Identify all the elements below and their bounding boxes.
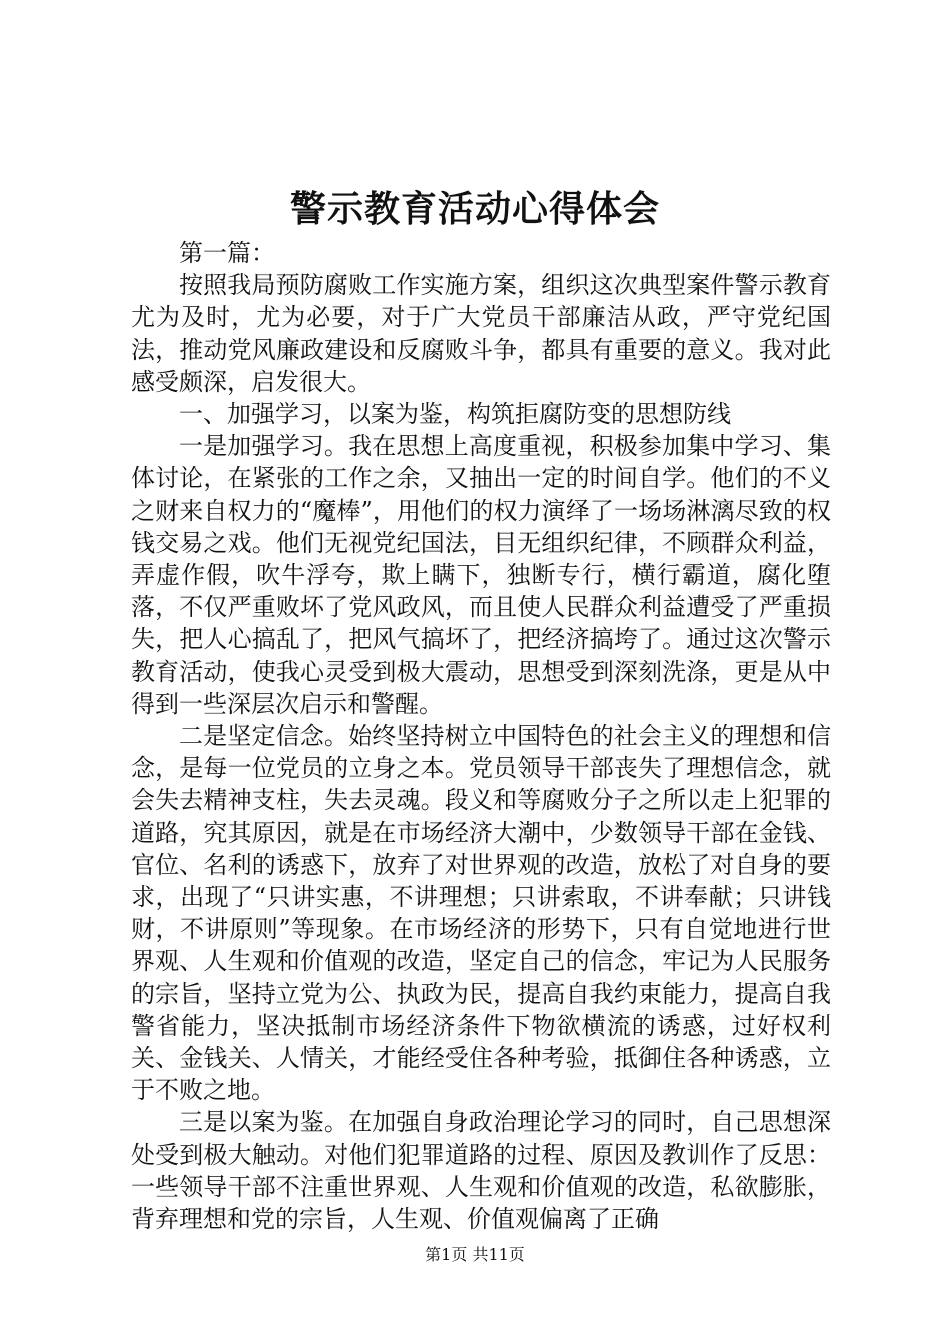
paragraph-belief: 二是坚定信念。始终坚持树立中国特色的社会主义的理想和信念，是每一位党员的立身之本。党员领导干部丧失了理想信念，就会失去精神支柱，失去灵魂。段义和等腐败分子之所以走上犯罪的道路，究其原因，就是在市场经济大潮中，少数领导干部在金钱、官位、名利的诱惑下，放弃了对世界观的改造，放松了对自身的要求，出现了“只讲实惠，不讲理想；只讲索取，不讲奉献；只讲钱财，不讲原则”等现象。在市场经济的形势下，只有自觉地进行世界观、人生观和价值观的改造，坚定自己的信念，牢记为人民服务的宗旨，坚持立党为公、执政为民，提高自我约束能力，提高自我警省能力，坚决抵制市场经济条件下物欲横流的诱惑，过好权利关、金钱关、人情关，才能经受住各种考验，抵御住各种诱惑，立于不败之地。 <box>131 722 831 1105</box>
section-heading-one: 一、加强学习，以案为鉴，构筑拒腐防变的思想防线 <box>179 400 731 429</box>
paragraph-lesson: 三是以案为鉴。在加强自身政治理论学习的同时，自己思想深处受到极大触动。对他们犯罪道路的过程、原因及教训作了反思：一些领导干部不注重世界观、人生观和价值观的改造，私欲膨胀，背弃理想和党的宗旨，人生观、价值观偏离了正确 <box>131 1108 831 1234</box>
paragraph-study: 一是加强学习。我在思想上高度重视，积极参加集中学习、集体讨论，在紧张的工作之余，又抽出一定的时间自学。他们的不义之财来自权力的“魔棒”，用他们的权力演绎了一场场淋漓尽致的权钱交易之戏。他们无视党纪国法，目无组织纪律，不顾群众利益，弄虚作假，吹牛浮夸，欺上瞒下，独断专行，横行霸道，腐化堕落，不仅严重败坏了党风政风，而且使人民群众利益遭受了严重损失，把人心搞乱了，把风气搞坏了，把经济搞垮了。通过这次警示教育活动，使我心灵受到极大震动，思想受到深刻洗涤，更是从中得到一些深层次启示和警醒。 <box>131 432 831 718</box>
section-heading-first: 第一篇： <box>179 239 275 267</box>
intro-paragraph: 按照我局预防腐败工作实施方案，组织这次典型案件警示教育尤为及时，尤为必要，对于广大党员干部廉洁从政，严守党纪国法，推动党风廉政建设和反腐败斗争，都具有重要的意义。我对此感受颇深，启发很大。 <box>131 271 831 396</box>
document-body <box>131 237 831 1235</box>
page-title: 警示教育活动心得体会 <box>289 188 660 230</box>
page-footer: 第1页 共11页 <box>425 1245 525 1264</box>
